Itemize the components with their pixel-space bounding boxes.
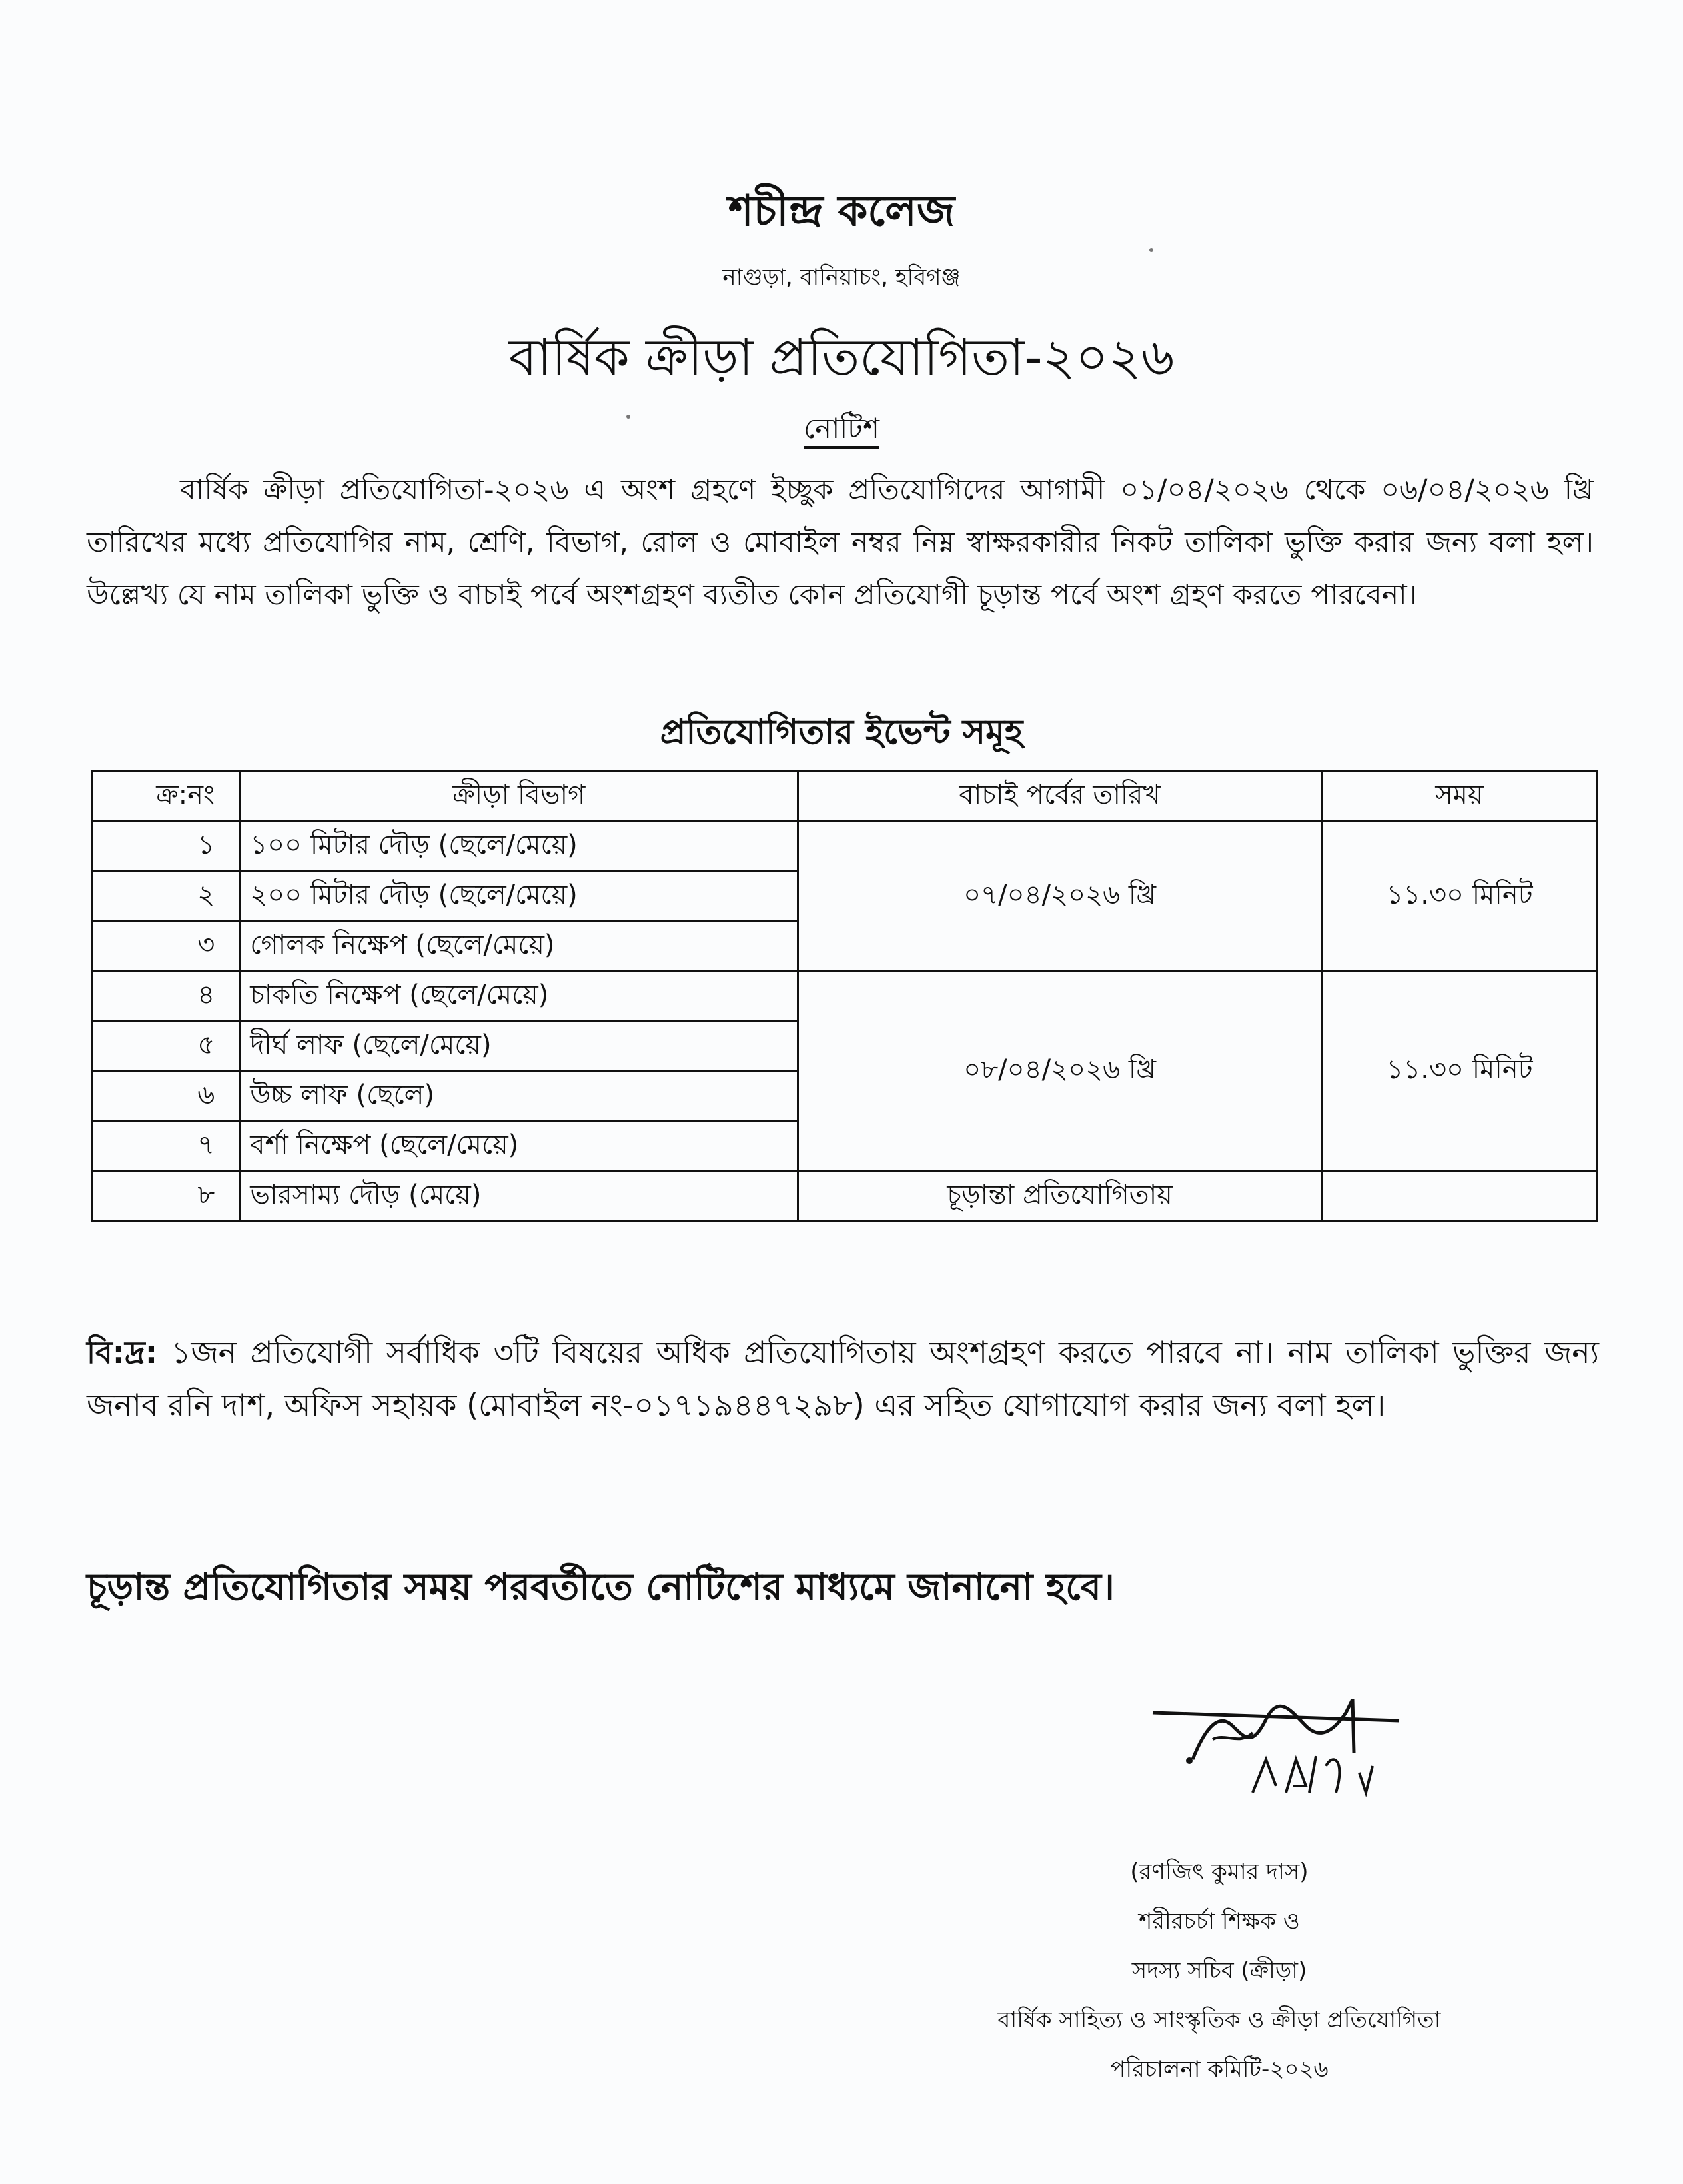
group-time bbox=[1321, 1171, 1597, 1221]
group-time: ১১.৩০ মিনিট bbox=[1321, 821, 1597, 971]
row-event: চাকতি নিক্ষেপ (ছেলে/মেয়ে) bbox=[240, 971, 798, 1021]
row-serial: ৭ bbox=[93, 1121, 240, 1171]
signatory-designation-2: সদস্য সচিব (ক্রীড়া) bbox=[1131, 1957, 1307, 1984]
note-label: বি:দ্র: bbox=[87, 1334, 158, 1370]
signatory-committee-2: পরিচালনা কমিটি-২০২৬ bbox=[1110, 2056, 1329, 2083]
note-line-2: নাম তালিকা ভুক্তির জন্য জনাব রনি দাশ, অফিস সহায়ক (মোবাইল নং-০১৭১৯৪৪৭২৯৮) এর সহিত যোগাযোগ করার জন্য বলা হল। bbox=[87, 1334, 1600, 1423]
events-table bbox=[91, 770, 1598, 1222]
group-date: ০৭/০৪/২০২৬ খ্রি bbox=[798, 821, 1322, 971]
signatory-committee-1: বার্ষিক সাহিত্য ও সাংস্কৃতিক ও ক্রীড়া প্রতিযোগিতা bbox=[997, 2007, 1441, 2033]
group-time: ১১.৩০ মিনিট bbox=[1321, 971, 1597, 1171]
column-header-event: ক্রীড়া বিভাগ bbox=[240, 771, 798, 821]
notice-label-text: নোটিশ bbox=[804, 412, 879, 449]
row-serial: ৮ bbox=[93, 1171, 240, 1221]
table-header-row bbox=[93, 771, 1598, 821]
event-title: বার্ষিক ক্রীড়া প্রতিযোগিতা-২০২৬ bbox=[508, 327, 1175, 387]
table-row bbox=[93, 971, 1598, 1021]
row-serial: ২ bbox=[93, 871, 240, 921]
row-event: ২০০ মিটার দৌড় (ছেলে/মেয়ে) bbox=[240, 871, 798, 921]
college-name: শচীন্দ্র কলেজ bbox=[728, 187, 955, 236]
signatory-designation-1: শরীরচর্চা শিক্ষক ও bbox=[1139, 1908, 1300, 1935]
table-row bbox=[93, 1171, 1598, 1221]
notice-body: বার্ষিক ক্রীড়া প্রতিযোগিতা-২০২৬ এ অংশ গ্রহণে ইচ্ছুক প্রতিযোগিদের আগামী ০১/০৪/২০২৬ থেকে ০৬/০৪/২০২৬ খ্রি তারিখের মধ্যে প্রতিযোগির নাম, শ্রেণি, বিভাগ, রোল ও মোবাইল নম্বর নিম্ন স্বাক্ষরকারীর নিকট তালিকা ভুক্তি করার জন্য বলা হল। উল্লেখ্য যে নাম তালিকা ভুক্তি ও বাচাই পর্বে অংশগ্রহণ ব্যতীত কোন প্রতিযোগী চূড়ান্ত পর্বে অংশ গ্রহণ করতে পারবেনা। bbox=[87, 473, 1594, 612]
group-date: চূড়ান্তা প্রতিযোগিতায় bbox=[798, 1171, 1322, 1221]
column-header-time: সময় bbox=[1321, 771, 1597, 821]
college-address: নাগুড়া, বানিয়াচং, হবিগঞ্জ bbox=[722, 264, 961, 291]
row-event: দীর্ঘ লাফ (ছেলে/মেয়ে) bbox=[240, 1021, 798, 1071]
note-line-1: ১জন প্রতিযোগী সর্বাধিক ৩টি বিষয়ের অধিক প্রতিযোগিতায় অংশগ্রহণ করতে পারবে না। bbox=[171, 1334, 1274, 1370]
group-date: ০৮/০৪/২০২৬ খ্রি bbox=[798, 971, 1322, 1171]
column-header-serial: ক্র:নং bbox=[93, 771, 240, 821]
signatory-name: (রণজিৎ কুমার দাস) bbox=[1130, 1859, 1309, 1885]
column-header-date: বাচাই পর্বের তারিখ bbox=[798, 771, 1322, 821]
row-serial: ৫ bbox=[93, 1021, 240, 1071]
row-serial: ১ bbox=[93, 821, 240, 871]
row-serial: ৪ bbox=[93, 971, 240, 1021]
row-event: বর্শা নিক্ষেপ (ছেলে/মেয়ে) bbox=[240, 1121, 798, 1171]
events-heading: প্রতিযোগিতার ইভেন্ট সমূহ bbox=[660, 712, 1023, 752]
row-event: ১০০ মিটার দৌড় (ছেলে/মেয়ে) bbox=[240, 821, 798, 871]
signature-icon bbox=[1133, 1686, 1412, 1806]
final-announcement: চূড়ান্ত প্রতিযোগিতার সময় পরবর্তীতে নোটিশের মাধ্যমে জানানো হবে। bbox=[87, 1566, 1115, 1609]
notice-label bbox=[0, 407, 1683, 454]
row-event: উচ্চ লাফ (ছেলে) bbox=[240, 1071, 798, 1121]
scan-speck bbox=[1149, 248, 1153, 252]
row-event: ভারসাম্য দৌড় (মেয়ে) bbox=[240, 1171, 798, 1221]
note-block bbox=[87, 1326, 1599, 1432]
row-serial: ৬ bbox=[93, 1071, 240, 1121]
row-serial: ৩ bbox=[93, 921, 240, 971]
table-row bbox=[93, 821, 1598, 871]
row-event: গোলক নিক্ষেপ (ছেলে/মেয়ে) bbox=[240, 921, 798, 971]
scan-speck bbox=[626, 415, 630, 419]
signatory-block bbox=[906, 1847, 1532, 2094]
